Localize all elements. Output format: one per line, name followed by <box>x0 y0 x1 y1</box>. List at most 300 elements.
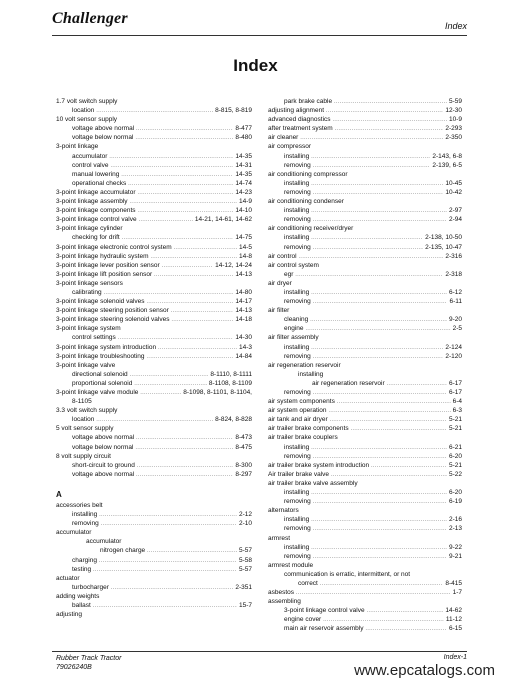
index-entry-term: 3-point linkage valve <box>56 361 116 369</box>
index-entry-term: removing <box>72 520 99 528</box>
dot-leader <box>136 125 233 133</box>
index-entry[interactable] <box>268 406 462 415</box>
index-entry[interactable] <box>56 142 252 151</box>
index-entry-term: installing <box>284 288 310 296</box>
index-entry-term: 5 volt sensor supply <box>56 425 114 433</box>
index-entry-term: voltage above normal <box>72 125 135 133</box>
index-entry-page: 5-57 <box>238 565 252 573</box>
index-entry-page: 14-84 <box>235 352 252 360</box>
header-divider <box>52 35 467 36</box>
dot-leader <box>351 425 447 433</box>
index-entry[interactable] <box>56 270 252 279</box>
dot-leader <box>313 244 423 252</box>
index-entry[interactable] <box>268 306 462 315</box>
index-entry-term: assembling <box>268 598 301 606</box>
dot-leader <box>311 289 447 297</box>
dot-leader <box>334 98 447 106</box>
dot-leader <box>96 107 213 115</box>
index-entry-term: 3-point linkage system introduction <box>56 343 157 351</box>
dot-leader <box>135 444 233 452</box>
index-entry-term: air conditioning receiver/dryer <box>268 225 354 233</box>
index-entry-term: correct <box>298 579 318 587</box>
dot-leader <box>140 389 181 397</box>
footer-product-name: Rubber Track Tractor <box>56 655 122 662</box>
index-entry-page: 5-21 <box>448 425 462 433</box>
index-entry[interactable] <box>56 315 252 324</box>
index-entry-page: 14-3 <box>238 343 252 351</box>
index-entry-term: removing <box>284 352 311 360</box>
index-entry[interactable] <box>268 561 462 570</box>
index-entry-page: 2-10 <box>238 520 252 528</box>
index-entry[interactable] <box>268 524 462 533</box>
index-entry[interactable] <box>268 606 462 615</box>
index-entry[interactable] <box>268 133 462 142</box>
index-entry[interactable] <box>56 152 252 161</box>
index-entry[interactable] <box>56 501 252 510</box>
index-entry-term: 3-point linkage steering solenoid valves <box>56 316 170 324</box>
index-entry-term: removing <box>284 216 311 224</box>
index-entry[interactable] <box>56 415 252 424</box>
index-entry-page: 14-21, 14-61, 14-62 <box>194 216 252 224</box>
index-entry-page: 14-13 <box>235 270 252 278</box>
index-entry-term: asbestos <box>268 589 295 597</box>
index-entry-page: 14-30 <box>235 334 252 342</box>
index-entry[interactable] <box>268 252 462 261</box>
dot-leader <box>99 511 237 519</box>
index-entry[interactable] <box>268 452 462 461</box>
index-entry-term: communication is erratic, intermittent, or not <box>284 570 411 578</box>
dot-leader <box>174 244 237 252</box>
index-entry-term: engine cover <box>284 616 322 624</box>
index-entry[interactable] <box>56 170 252 179</box>
index-letter-heading: A <box>56 489 62 499</box>
index-entry-page: 14-8 <box>238 252 252 260</box>
index-entry[interactable] <box>268 179 462 188</box>
dot-leader <box>130 371 209 379</box>
index-entry-term: 3-point linkage control valve <box>56 216 137 224</box>
index-entry[interactable] <box>56 224 252 233</box>
index-entry[interactable] <box>56 610 252 619</box>
index-entry-page: 12-30 <box>445 107 462 115</box>
dot-leader <box>147 298 234 306</box>
index-entry-term: voltage below normal <box>72 443 134 451</box>
index-entry-page: 14-13 <box>235 307 252 315</box>
index-entry-term: installing <box>284 152 310 160</box>
index-entry[interactable] <box>268 415 462 424</box>
index-entry[interactable] <box>56 574 252 583</box>
dot-leader <box>111 162 234 170</box>
index-entry[interactable] <box>268 397 462 406</box>
index-entry[interactable] <box>56 433 252 442</box>
index-entry-term: installing <box>284 234 310 242</box>
index-entry-term: armrest <box>268 534 291 542</box>
index-entry-term: removing <box>284 452 311 460</box>
index-entry-page: 6-11 <box>449 298 462 306</box>
index-entry-term: 1.7 volt switch supply <box>56 98 118 105</box>
dot-leader <box>320 580 444 588</box>
index-entry-term: air conditioning condenser <box>268 198 344 206</box>
index-entry-term: engine <box>284 325 304 333</box>
dot-leader <box>147 547 237 555</box>
index-entry[interactable] <box>268 443 462 452</box>
index-entry-page: 2-135, 10-47 <box>425 243 462 251</box>
dot-leader <box>326 107 443 115</box>
index-entry[interactable] <box>56 343 252 352</box>
index-entry[interactable] <box>56 388 252 397</box>
index-entry-page: 14-75 <box>235 234 252 242</box>
dot-leader <box>111 584 234 592</box>
index-entry[interactable] <box>268 370 462 379</box>
index-entry[interactable] <box>268 552 462 561</box>
index-entry-term: 3-point linkage solenoid valves <box>56 298 145 306</box>
index-entry-term: egr <box>284 270 294 278</box>
index-entry-term: cleaning <box>284 316 309 324</box>
dot-leader <box>296 589 451 597</box>
index-entry-term: accumulator <box>72 152 108 160</box>
index-entry[interactable] <box>56 370 252 379</box>
index-entry[interactable] <box>268 379 462 388</box>
index-entry[interactable] <box>268 424 462 433</box>
index-entry[interactable] <box>56 537 252 546</box>
dot-leader <box>313 525 447 533</box>
index-entry-page: 8-297 <box>235 470 252 478</box>
index-entry-term: removing <box>284 389 311 396</box>
index-entry-page: 5-21 <box>448 461 462 469</box>
index-entry-page: 2-94 <box>448 216 462 224</box>
index-entry[interactable] <box>268 470 462 479</box>
index-entry[interactable] <box>268 279 462 288</box>
dot-leader <box>311 153 430 161</box>
index-entry-term: 3-point linkage steering position sensor <box>56 307 169 315</box>
index-entry-term: accumulator <box>86 538 122 546</box>
dot-leader <box>154 271 233 279</box>
index-entry-term: air trailer brake components <box>268 425 349 433</box>
index-entry[interactable] <box>56 279 252 288</box>
index-entry-term: air conditioning compressor <box>268 170 348 178</box>
index-entry-term: 10 volt sensor supply <box>56 116 118 124</box>
dot-leader <box>158 344 237 352</box>
index-entry[interactable] <box>56 397 252 406</box>
dot-leader <box>311 544 447 552</box>
index-entry[interactable] <box>56 97 252 106</box>
index-entry-term: after treatment system <box>268 125 333 133</box>
index-entry-page: 2-16 <box>448 516 462 524</box>
index-entry-page: 2-12 <box>238 511 252 519</box>
index-entry-term: 3-point linkage components <box>56 207 136 215</box>
dot-leader <box>138 207 234 215</box>
index-entry[interactable] <box>268 261 462 270</box>
index-entry[interactable] <box>56 206 252 215</box>
index-entry[interactable] <box>56 115 252 124</box>
index-entry[interactable] <box>56 252 252 261</box>
dot-leader <box>335 125 444 133</box>
index-entry-term: air cleaner <box>268 134 299 142</box>
index-entry[interactable] <box>56 583 252 592</box>
index-entry-term: 3-point linkage sensors <box>56 279 123 287</box>
index-entry-page: 2-350 <box>445 134 462 142</box>
index-entry[interactable] <box>268 215 462 224</box>
index-entry[interactable] <box>56 124 252 133</box>
index-entry-page: 1-7 <box>452 589 462 597</box>
index-entry-page: 5-59 <box>448 98 462 105</box>
dot-leader <box>331 471 447 479</box>
index-entry[interactable] <box>56 546 252 555</box>
dot-leader <box>171 316 233 324</box>
index-entry-term: installing <box>284 489 310 497</box>
index-entry[interactable] <box>268 333 462 342</box>
index-entry[interactable] <box>56 297 252 306</box>
index-entry-term: turbocharger <box>72 583 109 591</box>
index-entry[interactable] <box>268 297 462 306</box>
index-entry[interactable] <box>56 601 252 610</box>
index-entry[interactable] <box>56 161 252 170</box>
dot-leader <box>99 557 237 565</box>
index-entry-term: armrest module <box>268 561 314 569</box>
index-entry-page: 9-20 <box>448 316 462 324</box>
dot-leader <box>365 625 447 633</box>
index-entry-page: 8-477 <box>235 125 252 133</box>
watermark-url[interactable]: www.epcatalogs.com <box>354 662 495 679</box>
index-entry[interactable] <box>268 206 462 215</box>
index-entry[interactable] <box>56 379 252 388</box>
index-entry[interactable] <box>56 565 252 574</box>
index-entry-term: air tank and air dryer <box>268 416 328 424</box>
index-entry-term: actuator <box>56 574 80 582</box>
index-entry-term: charging <box>72 556 97 564</box>
index-entry[interactable] <box>268 197 462 206</box>
index-entry-term: 3-point linkage assembly <box>56 198 128 206</box>
index-entry-page: 2-293 <box>445 125 462 133</box>
index-entry[interactable] <box>56 461 252 470</box>
index-entry-term: 3-point linkage system <box>56 325 121 333</box>
index-entry-page: 6-21 <box>448 443 462 451</box>
index-entry-page: 6-20 <box>448 489 462 497</box>
index-entry-term: testing <box>72 565 92 573</box>
index-entry[interactable] <box>268 115 462 124</box>
page-header <box>0 0 511 40</box>
dot-leader <box>387 380 447 388</box>
dot-leader <box>93 602 237 610</box>
index-entry-page: 8-475 <box>235 443 252 451</box>
index-entry[interactable] <box>268 570 462 579</box>
index-entry[interactable] <box>268 352 462 361</box>
index-entry-page: 9-22 <box>448 543 462 551</box>
dot-leader <box>295 271 443 279</box>
index-entry[interactable] <box>268 315 462 324</box>
index-entry[interactable] <box>268 343 462 352</box>
index-entry[interactable] <box>56 452 252 461</box>
index-entry-page: 2-13 <box>448 525 462 533</box>
index-entry[interactable] <box>268 615 462 624</box>
dot-leader <box>101 520 237 528</box>
index-entry-term: removing <box>284 298 311 306</box>
index-entry[interactable] <box>268 106 462 115</box>
index-entry[interactable] <box>268 624 462 633</box>
index-entry[interactable] <box>56 556 252 565</box>
index-entry-term: 3-point linkage hydraulic system <box>56 252 149 260</box>
index-entry-page: 14-23 <box>235 188 252 196</box>
index-entry[interactable] <box>268 161 462 170</box>
index-entry[interactable] <box>56 188 252 197</box>
index-entry[interactable] <box>56 233 252 242</box>
index-entry-page: 14-35 <box>235 170 252 178</box>
index-entry[interactable] <box>268 224 462 233</box>
dot-leader <box>311 207 447 215</box>
index-entry[interactable] <box>56 243 252 252</box>
index-entry-page: 8-1108, 8-1109 <box>208 379 252 387</box>
index-entry[interactable] <box>56 510 252 519</box>
index-entry-page: 14-9 <box>238 198 252 206</box>
dot-leader <box>109 153 233 161</box>
index-entry[interactable] <box>268 488 462 497</box>
index-entry-term: alternators <box>268 507 299 515</box>
dot-leader <box>122 234 234 242</box>
index-entry-term: air trailer brake system introduction <box>268 461 370 469</box>
index-entry[interactable] <box>268 270 462 279</box>
index-entry[interactable] <box>56 106 252 115</box>
index-entry-page: 8-300 <box>235 461 252 469</box>
dot-leader <box>330 416 447 424</box>
index-entry-page: 8-815, 8-819 <box>215 107 252 115</box>
index-entry-page: 2-316 <box>445 252 462 260</box>
index-entry[interactable] <box>268 597 462 606</box>
index-entry[interactable] <box>268 479 462 488</box>
dot-leader <box>147 353 234 361</box>
index-entry-page: 8-1098, 8-1101, 8-1104, <box>183 389 252 396</box>
dot-leader <box>311 234 423 242</box>
index-entry-page: 14-80 <box>235 288 252 296</box>
index-entry[interactable] <box>268 515 462 524</box>
index-entry[interactable] <box>56 261 252 270</box>
index-entry-term: installing <box>72 511 98 519</box>
dot-leader <box>136 471 233 479</box>
index-entry-page: 2-139, 6-5 <box>432 161 462 169</box>
index-entry[interactable] <box>56 133 252 142</box>
index-entry[interactable] <box>268 97 462 106</box>
index-entry[interactable] <box>268 152 462 161</box>
index-entry[interactable] <box>268 461 462 470</box>
index-entry[interactable] <box>268 579 462 588</box>
index-entry-term: adding weights <box>56 592 100 600</box>
index-entry-term: park brake cable <box>284 98 333 105</box>
index-entry[interactable] <box>56 528 252 537</box>
index-entry-page: 14-35 <box>235 152 252 160</box>
index-entry[interactable] <box>268 233 462 242</box>
index-entry[interactable] <box>268 243 462 252</box>
index-entry-page: 2-351 <box>235 583 252 591</box>
dot-leader <box>121 171 233 179</box>
index-entry-page: 8-824, 8-828 <box>215 416 252 424</box>
index-entry-term: main air reservoir assembly <box>284 625 364 633</box>
index-entry[interactable] <box>56 592 252 601</box>
index-entry[interactable] <box>268 142 462 151</box>
index-entry[interactable] <box>56 324 252 333</box>
index-entry-term: air regeneration reservoir <box>312 379 385 387</box>
index-entry-term: operational checks <box>72 179 127 187</box>
dot-leader <box>306 325 451 333</box>
index-entry-page: 14-31 <box>235 161 252 169</box>
index-entry-term: installing <box>284 443 310 451</box>
index-entry[interactable] <box>268 534 462 543</box>
index-entry[interactable] <box>268 324 462 333</box>
footer-document-info <box>56 654 121 672</box>
index-entry-term: removing <box>284 552 311 560</box>
index-entry[interactable] <box>268 188 462 197</box>
index-entry[interactable] <box>268 543 462 552</box>
index-entry[interactable] <box>56 470 252 479</box>
index-entry-page: 14-74 <box>235 179 252 187</box>
index-entry-term: removing <box>284 243 311 251</box>
index-entry-page: 2-318 <box>445 270 462 278</box>
index-entry[interactable] <box>268 433 462 442</box>
index-entry-page: 14-17 <box>235 298 252 306</box>
index-entry[interactable] <box>56 179 252 188</box>
index-entry[interactable] <box>268 588 462 597</box>
index-entry-term: 3-point linkage control valve <box>284 607 365 615</box>
index-entry-page: 11-12 <box>445 616 462 624</box>
index-entry-term: advanced diagnostics <box>268 116 331 124</box>
index-entry-term: location <box>72 107 95 115</box>
index-entry-page: 6-3 <box>452 407 462 415</box>
index-entry[interactable] <box>56 519 252 528</box>
index-entry-term: 3-point linkage lever position sensor <box>56 261 160 269</box>
index-entry-page: 6-19 <box>448 498 462 506</box>
dot-leader <box>135 134 233 142</box>
index-entry-term: control settings <box>72 334 116 342</box>
dot-leader <box>93 566 237 574</box>
index-entry[interactable] <box>56 406 252 415</box>
dot-leader <box>367 607 444 615</box>
index-entry-term: accumulator <box>56 529 92 537</box>
index-entry-term: manual lowering <box>72 170 120 178</box>
index-entry-term: control valve <box>72 161 109 169</box>
dot-leader <box>96 416 213 424</box>
index-entry-term: calibrating <box>72 288 102 296</box>
index-entry[interactable] <box>268 288 462 297</box>
index-entry[interactable] <box>268 506 462 515</box>
dot-leader <box>104 289 234 297</box>
index-entry[interactable] <box>56 443 252 452</box>
index-entry[interactable] <box>56 361 252 370</box>
index-entry[interactable] <box>56 352 252 361</box>
index-entry[interactable] <box>56 306 252 315</box>
index-entry[interactable] <box>268 170 462 179</box>
index-entry-term: 3-point linkage cylinder <box>56 225 123 233</box>
index-entry-term: installing <box>284 207 310 215</box>
index-entry-page: 2-97 <box>448 207 462 215</box>
index-entry-page: 10-45 <box>445 179 462 187</box>
index-entry[interactable] <box>56 197 252 206</box>
index-entry[interactable] <box>56 424 252 433</box>
index-entry[interactable] <box>268 124 462 133</box>
index-column-right <box>268 97 462 634</box>
index-entry[interactable] <box>268 497 462 506</box>
index-entry-page: 8-480 <box>235 134 252 142</box>
index-entry-term: air filter assembly <box>268 334 319 342</box>
index-entry-term: nitrogen charge <box>100 547 146 555</box>
index-entry[interactable] <box>56 215 252 224</box>
index-entry-term: installing <box>284 343 310 351</box>
index-entry[interactable] <box>268 388 462 397</box>
index-entry-page: 6-15 <box>448 625 462 633</box>
index-entry[interactable] <box>56 288 252 297</box>
dot-leader <box>130 198 237 206</box>
dot-leader <box>313 453 447 461</box>
index-entry[interactable] <box>268 361 462 370</box>
index-entry-term: checking for drift <box>72 234 120 242</box>
index-entry-term: 3-point linkage lift position sensor <box>56 270 153 278</box>
index-entry[interactable] <box>56 333 252 342</box>
